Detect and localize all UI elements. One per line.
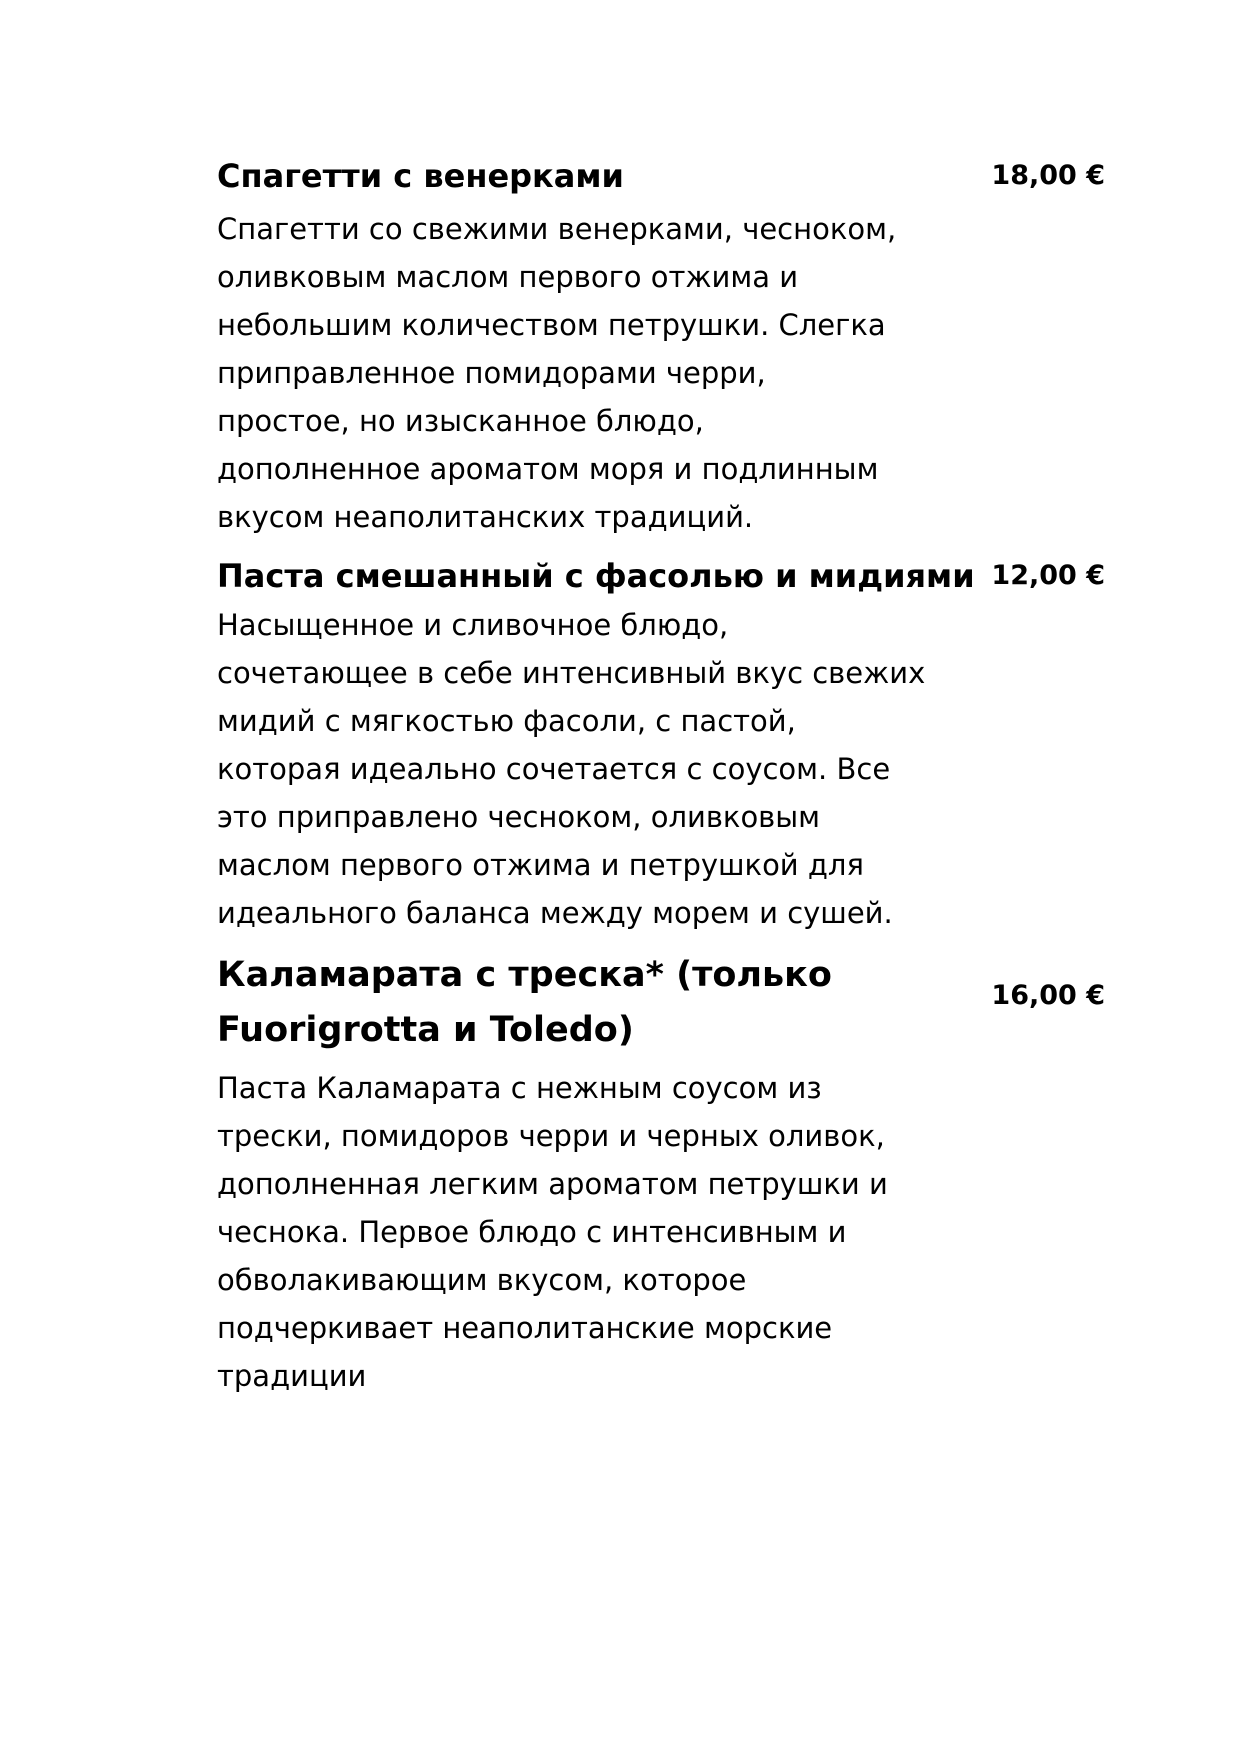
description-line: идеального баланса между морем и сушей. — [217, 896, 893, 930]
item-name: Спагетти с венерками — [217, 157, 624, 195]
item-name-line: Fuorigrotta и Toledo) — [217, 1010, 634, 1050]
description-line: Спагетти со свежими венерками, чесноком, — [217, 212, 897, 246]
item-price: 18,00 € — [991, 160, 1105, 191]
description-line: вкусом неаполитанских традиций. — [217, 500, 754, 534]
item-name: Паста смешанный с фасолью и мидиями — [217, 557, 975, 595]
description-line: которая идеально сочетается с соусом. Все — [217, 752, 891, 786]
item-price: 12,00 € — [991, 560, 1105, 591]
item-price: 16,00 € — [991, 980, 1105, 1011]
description-line: сочетающее в себе интенсивный вкус свежих — [217, 656, 926, 690]
description-line: Насыщенное и сливочное блюдо, — [217, 608, 729, 642]
item-description — [217, 1064, 937, 1400]
item-name — [217, 948, 957, 1058]
description-line: мидий с мягкостью фасоли, с пастой, — [217, 704, 796, 738]
description-line: обволакивающим вкусом, которое — [217, 1263, 747, 1297]
description-line: небольшим количеством петрушки. Слегка — [217, 308, 886, 342]
description-line: трески, помидоров черри и черных оливок, — [217, 1119, 885, 1153]
description-line: простое, но изысканное блюдо, — [217, 404, 704, 438]
description-line: маслом первого отжима и петрушкой для — [217, 848, 864, 882]
description-line: дополненная легким ароматом петрушки и — [217, 1167, 888, 1201]
description-line: дополненное ароматом моря и подлинным — [217, 452, 879, 486]
description-line: подчеркивает неаполитанские морские — [217, 1311, 833, 1345]
item-description — [217, 205, 937, 541]
description-line: оливковым маслом первого отжима и — [217, 260, 799, 294]
description-line: приправленное помидорами черри, — [217, 356, 766, 390]
description-line: Паста Каламарата с нежным соусом из — [217, 1071, 822, 1105]
description-line: чеснока. Первое блюдо с интенсивным и — [217, 1215, 847, 1249]
item-description — [217, 601, 937, 937]
item-name-line: Каламарата с треска* (только — [217, 955, 832, 995]
description-line: это приправлено чесноком, оливковым — [217, 800, 821, 834]
description-line: традиции — [217, 1359, 367, 1393]
